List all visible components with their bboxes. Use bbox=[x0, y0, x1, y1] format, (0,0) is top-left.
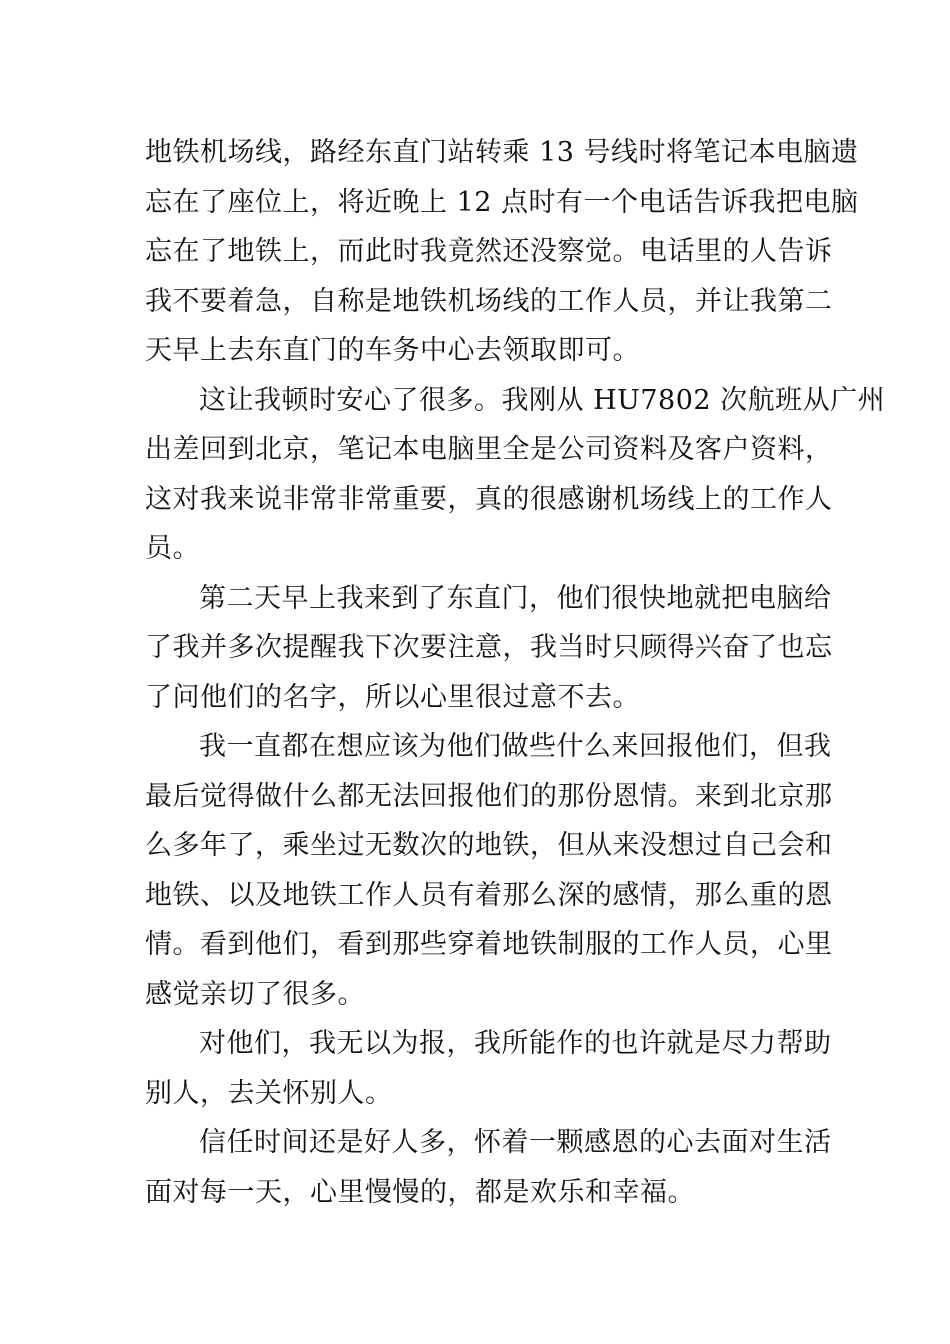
text-line: 员。 bbox=[145, 533, 200, 564]
text-line: 信任时间还是好人多，怀着一颗感恩的心去面对生活 bbox=[199, 1127, 832, 1158]
text-line: 这让我顿时安心了很多。我刚从 HU7802 次航班从广州 bbox=[199, 384, 886, 416]
paragraph-3 bbox=[145, 574, 833, 723]
text-line: 忘在了座位上，将近晚上 12 点时有一个电话告诉我把电脑 bbox=[145, 186, 859, 218]
text-line: 这对我来说非常非常重要，真的很感谢机场线上的工作人 bbox=[145, 483, 833, 515]
text-line: 么多年了，乘坐过无数次的地铁，但从来没想过自己会和 bbox=[145, 830, 833, 861]
paragraph-5 bbox=[145, 1019, 832, 1118]
text-line: 地铁机场线，路经东直门站转乘 13 号线时将笔记本电脑遗 bbox=[145, 137, 859, 168]
paragraph-2 bbox=[145, 376, 886, 574]
text-line: 情。看到他们，看到那些穿着地铁制服的工作人员，心里 bbox=[145, 929, 833, 960]
text-line: 了问他们的名字，所以心里很过意不去。 bbox=[145, 681, 640, 713]
paragraph-4 bbox=[145, 722, 833, 1019]
text-line: 对他们，我无以为报，我所能作的也许就是尽力帮助 bbox=[199, 1028, 832, 1059]
text-line: 最后觉得做什么都无法回报他们的那份恩情。来到北京那 bbox=[145, 780, 833, 812]
document-body bbox=[145, 128, 886, 1217]
text-line: 出差回到北京，笔记本电脑里全是公司资料及客户资料， bbox=[145, 434, 833, 465]
paragraph-6 bbox=[145, 1118, 832, 1217]
text-line: 忘在了地铁上，而此时我竟然还没察觉。电话里的人告诉 bbox=[145, 236, 833, 267]
text-line: 地铁、以及地铁工作人员有着那么深的感情，那么重的恩 bbox=[145, 879, 833, 911]
paragraph-1 bbox=[145, 128, 859, 376]
text-line: 别人，去关怀别人。 bbox=[145, 1077, 393, 1109]
text-line: 第二天早上我来到了东直门，他们很快地就把电脑给 bbox=[199, 582, 832, 614]
text-line: 了我并多次提醒我下次要注意，我当时只顾得兴奋了也忘 bbox=[145, 632, 833, 663]
text-line: 天早上去东直门的车务中心去领取即可。 bbox=[145, 335, 640, 366]
text-line: 感觉亲切了很多。 bbox=[145, 978, 365, 1010]
text-line: 我不要着急，自称是地铁机场线的工作人员，并让我第二 bbox=[145, 285, 833, 317]
text-line: 面对每一天，心里慢慢的，都是欢乐和幸福。 bbox=[145, 1176, 695, 1208]
text-line: 我一直都在想应该为他们做些什么来回报他们，但我 bbox=[199, 731, 832, 762]
